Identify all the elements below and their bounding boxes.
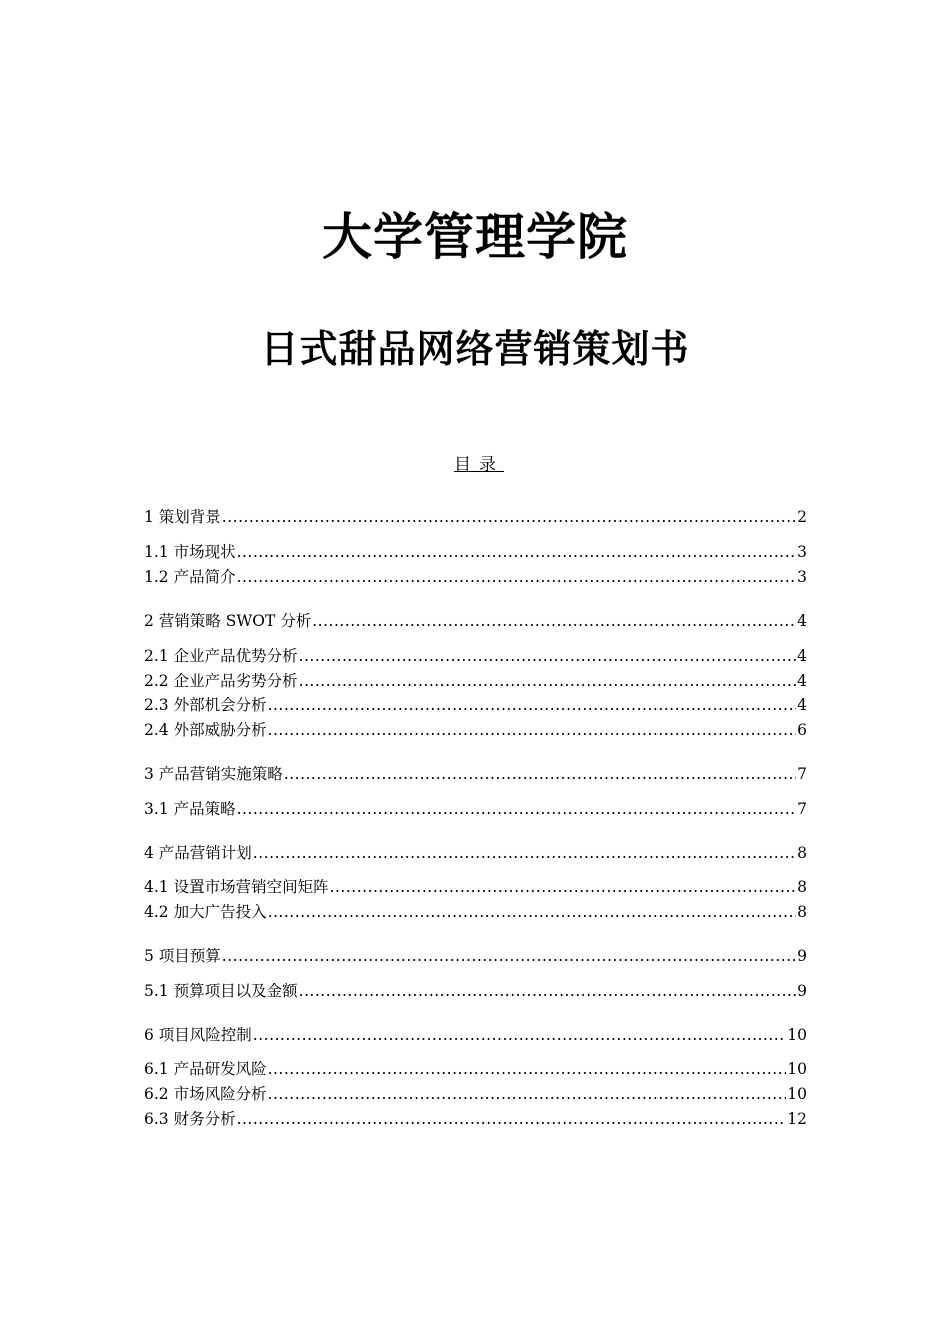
toc-leader-dots [312, 609, 796, 633]
toc-entry-label: 3.1 产品策略 [144, 800, 236, 818]
toc-entry[interactable] [144, 669, 807, 693]
toc-entry-label: 2.1 企业产品优势分析 [144, 647, 298, 665]
toc-entry-label: 3 产品营销实施策略 [144, 765, 283, 783]
toc-heading [0, 453, 950, 477]
toc-entry-page: 7 [797, 800, 807, 818]
toc-entry-label: 4 产品营销计划 [144, 844, 252, 862]
toc-entry-label: 1 策划背景 [144, 508, 221, 526]
toc-entry-label: 2 营销策略 SWOT 分析 [144, 612, 312, 630]
toc-entry-page: 8 [797, 878, 807, 896]
toc-entry-page: 3 [797, 543, 807, 561]
toc-leader-dots [222, 505, 796, 529]
toc-entry-label: 5.1 预算项目以及金额 [144, 982, 298, 1000]
toc-leader-dots [237, 797, 797, 821]
toc-entry[interactable] [144, 1082, 807, 1106]
toc-leader-dots [284, 762, 796, 786]
toc-leader-dots [268, 693, 797, 717]
toc-leader-dots [237, 540, 797, 564]
toc-entry[interactable] [144, 644, 807, 668]
toc-entry-page: 9 [797, 982, 807, 1000]
toc-entry-page: 8 [797, 903, 807, 921]
toc-entry-page: 4 [797, 696, 807, 714]
toc-entry-page: 12 [787, 1110, 807, 1128]
toc-entry-label: 4.2 加大广告投入 [144, 903, 267, 921]
toc-entry[interactable] [144, 979, 807, 1003]
toc-entry-label: 6 项目风险控制 [144, 1026, 252, 1044]
toc-entry[interactable] [144, 1057, 807, 1081]
toc-entry[interactable] [144, 841, 807, 865]
toc-entry-label: 2.4 外部威胁分析 [144, 721, 267, 739]
toc-entry-page: 2 [797, 508, 807, 526]
toc-leader-dots [222, 944, 796, 968]
toc-entry-page: 4 [797, 612, 807, 630]
toc-entry[interactable] [144, 762, 807, 786]
toc-entry[interactable] [144, 797, 807, 821]
toc-entry-label: 6.2 市场风险分析 [144, 1085, 267, 1103]
toc-entry-page: 4 [797, 647, 807, 665]
toc-entry-label: 6.3 财务分析 [144, 1110, 236, 1128]
toc-leader-dots [299, 644, 797, 668]
toc-entry-page: 6 [797, 721, 807, 739]
toc-leader-dots [268, 900, 797, 924]
toc-leader-dots [330, 875, 797, 899]
toc-entry-page: 9 [797, 947, 807, 965]
toc-entry[interactable] [144, 1107, 807, 1131]
toc-heading-text: 目录 [454, 455, 504, 475]
toc-leader-dots [237, 565, 797, 589]
toc-entry[interactable] [144, 565, 807, 589]
toc-leader-dots [253, 1023, 786, 1047]
toc-entry-label: 1.2 产品简介 [144, 568, 236, 586]
toc-entry[interactable] [144, 693, 807, 717]
toc-entry-label: 2.3 外部机会分析 [144, 696, 267, 714]
toc-leader-dots [253, 841, 796, 865]
toc-entry-label: 4.1 设置市场营销空间矩阵 [144, 878, 329, 896]
toc-entry-page: 10 [787, 1026, 807, 1044]
toc-entry-page: 10 [787, 1085, 807, 1103]
toc-leader-dots [268, 718, 797, 742]
toc-entry[interactable] [144, 718, 807, 742]
toc-entry[interactable] [144, 1023, 807, 1047]
toc-entry-page: 8 [797, 844, 807, 862]
toc-entry-page: 4 [797, 672, 807, 690]
toc-leader-dots [268, 1082, 787, 1106]
toc-entry[interactable] [144, 540, 807, 564]
toc-leader-dots [268, 1057, 787, 1081]
toc-entry-label: 2.2 企业产品劣势分析 [144, 672, 298, 690]
toc-entry-page: 3 [797, 568, 807, 586]
toc-entry-label: 5 项目预算 [144, 947, 221, 965]
toc-entry-page: 7 [797, 765, 807, 783]
toc-entry[interactable] [144, 875, 807, 899]
toc-entry-label: 6.1 产品研发风险 [144, 1060, 267, 1078]
toc-entry-label: 1.1 市场现状 [144, 543, 236, 561]
toc-entry[interactable] [144, 505, 807, 529]
toc-entry[interactable] [144, 609, 807, 633]
toc-leader-dots [299, 979, 797, 1003]
toc-leader-dots [237, 1107, 787, 1131]
toc-entry-page: 10 [787, 1060, 807, 1078]
document-title: 日式甜品网络营销策划书 [260, 327, 690, 371]
institution-title: 大学管理学院 [322, 208, 628, 266]
toc-entry[interactable] [144, 944, 807, 968]
toc-leader-dots [299, 669, 797, 693]
toc-entry[interactable] [144, 900, 807, 924]
